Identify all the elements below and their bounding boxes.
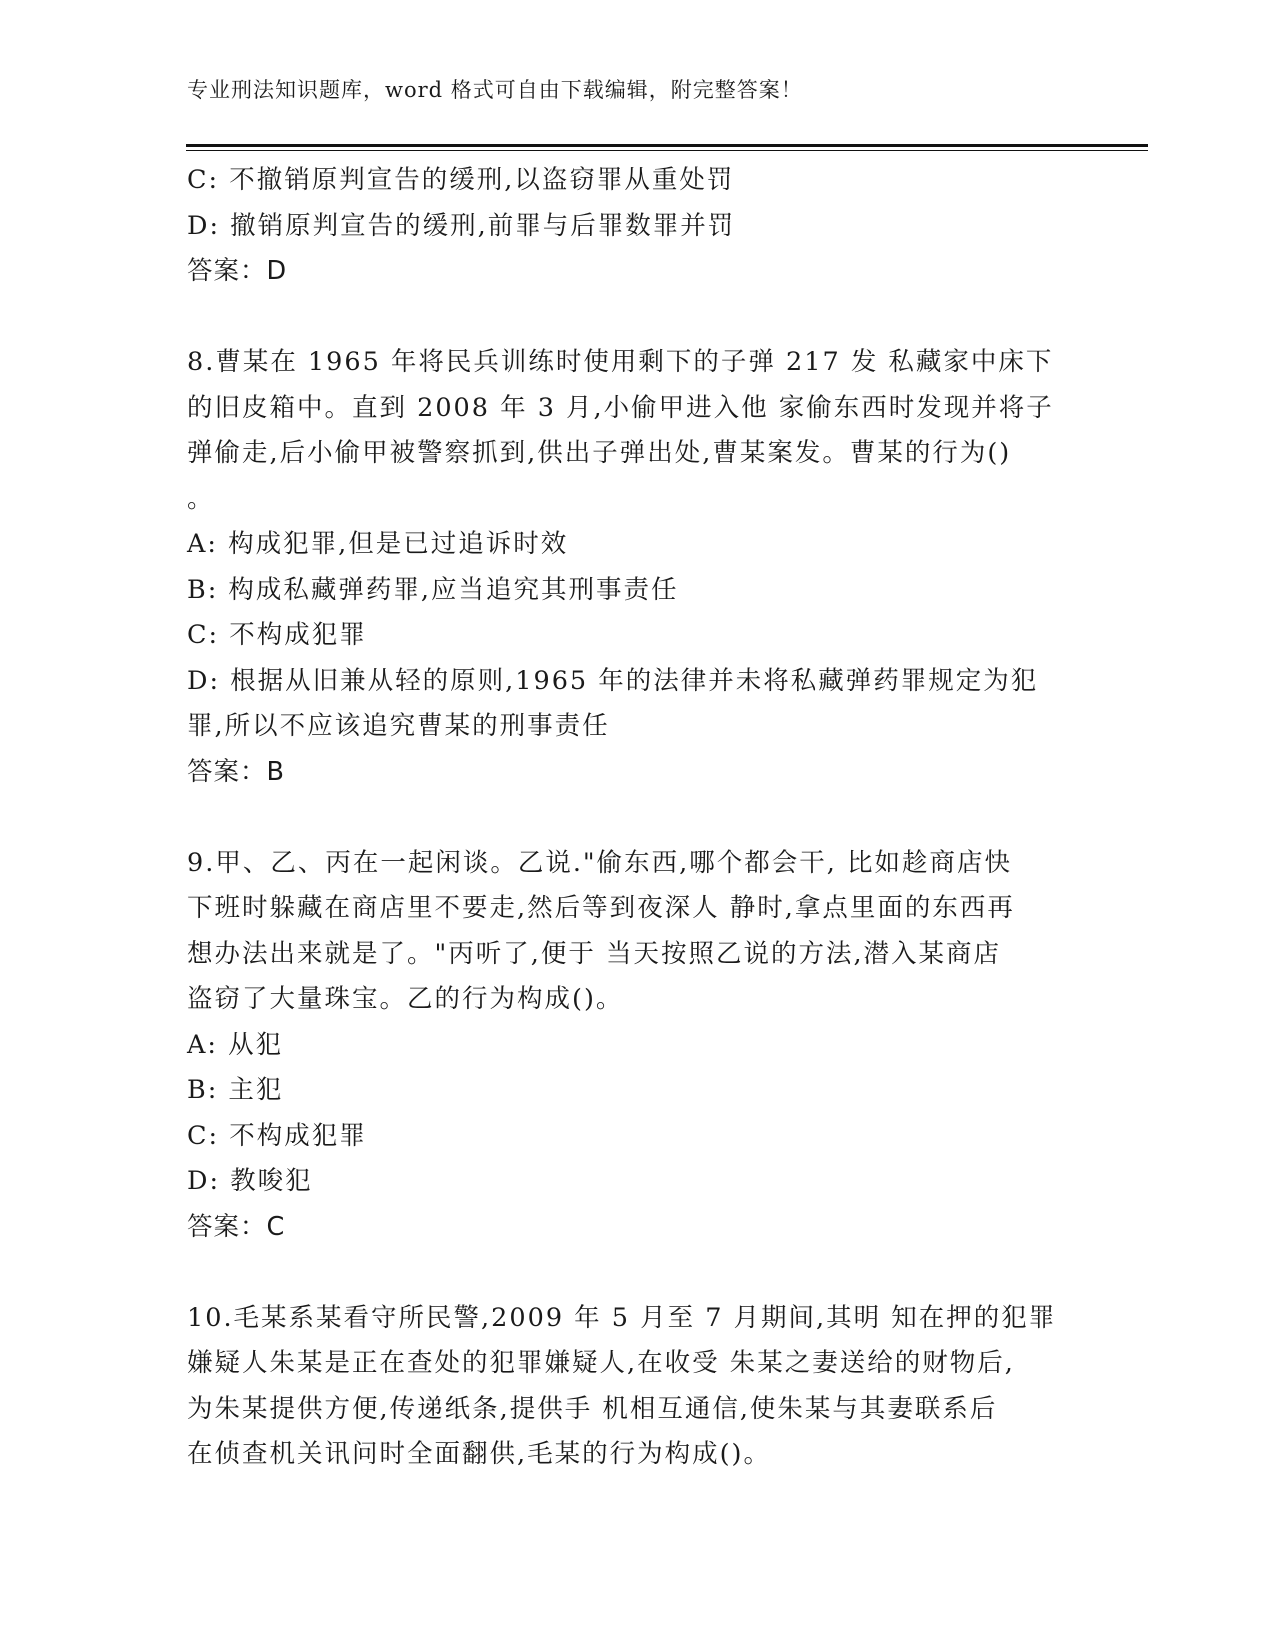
q9-option-a: A: 从犯 [187, 1029, 284, 1060]
q8-answer: 答案：B [187, 756, 285, 787]
spacer [187, 1250, 1087, 1296]
q9-stem-line: 下班时躲藏在商店里不要走,然后等到夜深人 静时,拿点里面的东西再 [187, 893, 1015, 923]
spacer [187, 295, 1087, 341]
header-divider [186, 144, 1148, 151]
q10-stem-line: 10.毛某系某看守所民警,2009 年 5 月至 7 月期间,其明 知在押的犯罪 [187, 1302, 1057, 1333]
q10-stem-line: 为朱某提供方便,传递纸条,提供手 机相互通信,使朱某与其妻联系后 [187, 1393, 998, 1424]
q9-stem-line: 9.甲、乙、丙在一起闲谈。乙说."偷东西,哪个都会干, 比如趁商店快 [187, 847, 1012, 878]
q8-stem-line: 8.曹某在 1965 年将民兵训练时使用剩下的子弹 217 发 私藏家中床下 [187, 347, 1054, 377]
q9-answer: 答案：C [187, 1211, 286, 1242]
q7-option-c: C: 不撤销原判宣告的缓刑,以盗窃罪从重处罚 [187, 165, 735, 195]
q9-option-c: C: 不构成犯罪 [187, 1120, 367, 1151]
q8-option-a: A: 构成犯罪,但是已过追诉时效 [187, 529, 569, 559]
q9-option-d: D: 教唆犯 [187, 1166, 313, 1196]
q8-option-c: C: 不构成犯罪 [187, 620, 367, 650]
question-content [187, 158, 1087, 1478]
q8-option-d: D: 根据从旧兼从轻的原则,1965 年的法律并未将私藏弹药罪规定为犯 [187, 665, 1039, 696]
q8-option-d-cont: 罪,所以不应该追究曹某的刑事责任 [187, 711, 610, 741]
q7-answer: 答案：D [187, 256, 288, 286]
page-header: 专业刑法知识题库，word 格式可自由下载编辑，附完整答案！ [187, 78, 803, 102]
q9-stem-line: 想办法出来就是了。"丙听了,便于 当天按照乙说的方法,潜入某商店 [187, 938, 1002, 969]
q9-option-b: B: 主犯 [187, 1075, 284, 1105]
q9-stem-line: 盗窃了大量珠宝。乙的行为构成()。 [187, 984, 624, 1014]
q8-stem-line: 。 [187, 483, 215, 514]
spacer [187, 795, 1087, 841]
q10-stem-line: 嫌疑人朱某是正在查处的犯罪嫌疑人,在收受 朱某之妻送给的财物后, [187, 1348, 1015, 1378]
q7-option-d: D: 撤销原判宣告的缓刑,前罪与后罪数罪并罚 [187, 210, 736, 241]
q8-stem-line: 的旧皮箱中。直到 2008 年 3 月,小偷甲进入他 家偷东西时发现并将子 [187, 392, 1054, 423]
q8-stem-line: 弹偷走,后小偷甲被警察抓到,供出子弹出处,曹某案发。曹某的行为() [187, 438, 1012, 468]
q10-stem-line: 在侦查机关讯问时全面翻供,毛某的行为构成()。 [187, 1439, 772, 1469]
q8-option-b: B: 构成私藏弹药罪,应当追究其刑事责任 [187, 574, 679, 605]
